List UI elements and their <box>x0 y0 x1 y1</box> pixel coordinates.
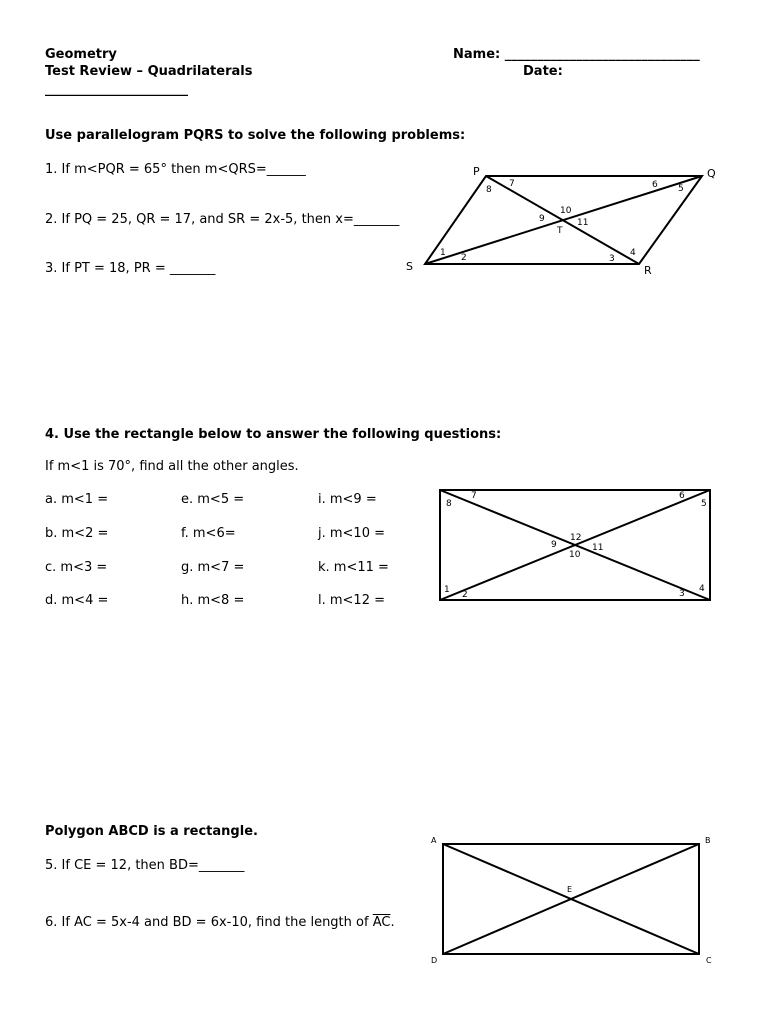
question-d: d. m<4 = <box>45 593 109 608</box>
angle-label-9: 9 <box>551 540 557 550</box>
vertex-label-p: P <box>473 165 480 178</box>
question-c: c. m<3 = <box>45 560 108 575</box>
section3-heading: Polygon ABCD is a rectangle. <box>45 824 258 839</box>
document-title: Test Review – Quadrilaterals <box>45 64 253 79</box>
vertex-label-b: B <box>705 836 711 845</box>
vertex-label-e: E <box>567 885 573 894</box>
angle-label-4: 4 <box>630 248 636 258</box>
angle-label-6: 6 <box>679 491 685 501</box>
angle-label-10: 10 <box>560 206 572 216</box>
problem-2: 2. If PQ = 25, QR = 17, and SR = 2x-5, then x=_______ <box>45 212 400 227</box>
angle-label-8: 8 <box>486 185 492 195</box>
problem-6-end: . <box>390 915 395 930</box>
angle-label-5: 5 <box>701 499 707 509</box>
name-field[interactable]: Name: ______________________________ <box>453 47 700 62</box>
angle-label-8: 8 <box>446 499 452 509</box>
question-h: h. m<8 = <box>181 593 245 608</box>
vertex-label-d: D <box>431 956 438 965</box>
section2-heading: 4. Use the rectangle below to answer the following questions: <box>45 427 502 442</box>
section1-heading: Use parallelogram PQRS to solve the following problems: <box>45 128 466 143</box>
angle-label-7: 7 <box>509 179 515 189</box>
title-underline: ______________________ <box>45 82 188 97</box>
segment-ac: $\overline{AC}$ <box>372 915 391 930</box>
question-l: l. m<12 = <box>318 593 385 608</box>
question-g: g. m<7 = <box>181 560 245 575</box>
vertex-label-s: S <box>406 260 413 273</box>
problem-6 <box>45 915 395 930</box>
vertex-label-t: T <box>557 226 563 236</box>
angle-label-11: 11 <box>577 218 589 228</box>
question-e: e. m<5 = <box>181 492 245 507</box>
vertex-label-q: Q <box>707 167 716 180</box>
course-title: Geometry <box>45 47 117 62</box>
angle-label-9: 9 <box>539 214 545 224</box>
rectangle-abcd-figure <box>425 832 725 972</box>
question-i: i. m<9 = <box>318 492 377 507</box>
date-field[interactable]: Date: <box>523 64 563 79</box>
problem-1: 1. If m<PQR = 65° then m<QRS=______ <box>45 162 306 177</box>
angle-label-2: 2 <box>461 253 467 263</box>
question-b: b. m<2 = <box>45 526 109 541</box>
angle-label-6: 6 <box>652 180 658 190</box>
section2-given: If m<1 is 70°, find all the other angles. <box>45 459 299 474</box>
angle-label-2: 2 <box>462 590 468 600</box>
question-f: f. m<6= <box>181 526 236 541</box>
angle-label-3: 3 <box>609 254 615 264</box>
problem-3: 3. If PT = 18, PR = _______ <box>45 261 216 276</box>
angle-label-4: 4 <box>699 584 705 594</box>
angle-label-7: 7 <box>471 491 477 501</box>
question-a: a. m<1 = <box>45 492 109 507</box>
angle-label-10: 10 <box>569 550 581 560</box>
question-k: k. m<11 = <box>318 560 389 575</box>
angle-label-3: 3 <box>679 589 685 599</box>
vertex-label-r: R <box>644 264 652 277</box>
angle-label-5: 5 <box>678 184 684 194</box>
vertex-label-c: C <box>706 956 712 965</box>
question-j: j. m<10 = <box>318 526 385 541</box>
problem-6-text: 6. If AC = 5x-4 and BD = 6x-10, find the length of <box>45 915 373 930</box>
angle-label-1: 1 <box>440 248 446 258</box>
problem-5: 5. If CE = 12, then BD=_______ <box>45 858 245 873</box>
rectangle-angles-figure <box>436 486 716 604</box>
vertex-label-a: A <box>431 836 437 845</box>
parallelogram-pqrs-figure <box>400 160 730 285</box>
angle-label-11: 11 <box>592 543 604 553</box>
angle-label-12: 12 <box>570 533 582 543</box>
angle-label-1: 1 <box>444 585 450 595</box>
diagonal-qs <box>425 176 702 264</box>
